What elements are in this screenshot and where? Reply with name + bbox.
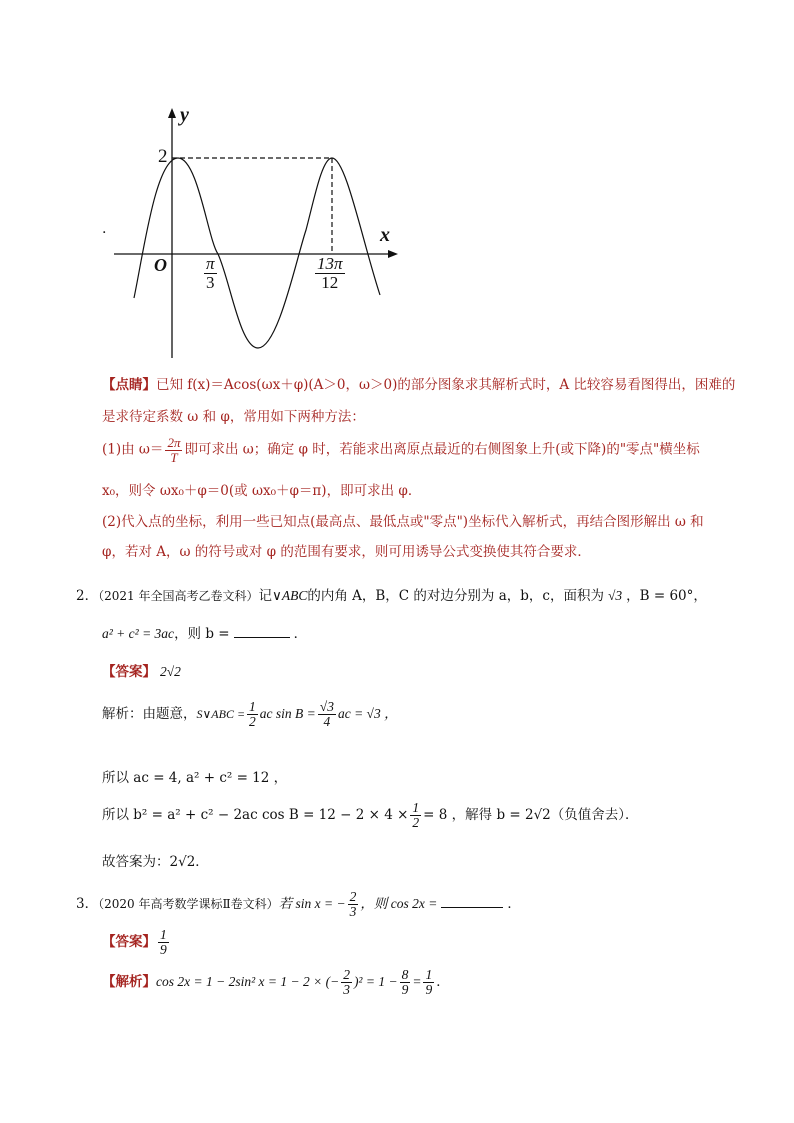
q2-source: （2021 年全国高考乙卷文科） [98,589,259,603]
tip-l3-pre: (1)由 ω＝ [102,441,164,458]
tip-line-5: (2)代入点的坐标，利用一些已知点(最高点、最低点或"零点")坐标代入解析式，再结合图形解出 ω 和 [102,514,704,530]
tick1-numerator: π [206,254,215,273]
tip-line-1 [102,375,742,395]
tip-label: 【点睛】 [102,377,156,393]
tip-line-2: 是求待定系数 ω 和 φ，常用如下两种方法： [102,409,365,425]
tip-frac-num: 2π [167,435,181,450]
q3-s-den-2: 9 [401,982,409,998]
q3-stem-end: ． [507,896,521,913]
q2-area-symbol: S∨ABC = [196,707,246,722]
q2-half-den: 2 [249,714,256,730]
q3-sol-frac-2 [400,968,411,997]
q2-stem-line-2 [102,622,307,642]
peak-value-label: 2 [158,146,168,167]
q2-triangle: ∨ABC [271,588,308,603]
q2-stem-a: 记 [258,588,272,604]
q3-a-num: 1 [160,927,167,942]
q3-sol-frac-1 [341,968,352,997]
tick-pi-over-3 [204,255,217,292]
q3-a-den: 9 [160,942,167,958]
q3-number: 3． [76,896,99,913]
tip-fraction [165,436,182,464]
q3-sol-a: cos 2x = 1 − 2sin² x = 1 − 2 × (− [156,974,340,990]
tip-l3-post: 即可求出 ω；确定 φ 时，若能求出离原点最近的右侧图象上升(或下降)的"零点"横坐标 [184,441,700,458]
q2-root3-fraction [318,700,336,729]
q3-sol-b: )² = 1 − [353,974,398,990]
q3-s-den-3: 9 [425,982,433,998]
q2-answer: 2√2 [160,664,181,679]
origin-label: O [154,255,167,275]
q2-answer-line [102,660,181,680]
q3-solution-line [102,968,450,997]
q2-stem-c: ，B = 60°， [626,588,707,604]
q2-stem-b: 的内角 A，B，C 的对边分别为 a，b，c，面积为 [307,588,604,604]
tick1-denominator: 3 [206,272,215,292]
tick2-denominator: 12 [321,272,339,292]
q3-f-num: 2 [349,889,357,904]
stray-dot: . [102,221,107,237]
tip-line-4: x₀，则令 ωx₀＋φ＝0(或 ωx₀＋φ＝π)，即可求出 φ． [102,483,422,499]
q3-sol-d: ． [436,974,450,991]
q2-ask: ，则 b = [174,626,230,642]
q2-root3-den: 4 [323,714,331,730]
q3-s-num-1: 2 [343,967,350,982]
q2-solution-line-1 [102,700,398,729]
q2-sol-end: ac = √3 ， [337,706,398,722]
q3-stem [76,890,521,919]
q3-s-den-1: 3 [343,982,350,998]
q2-solution-line-3 [102,801,639,830]
y-axis-arrow [168,108,176,118]
q2-sol-mid: ac sin B = [259,706,316,722]
cosine-graph [100,100,410,370]
tip-frac-den: T [170,449,178,465]
q3-sol-frac-3 [423,968,434,997]
q2-so2-fraction [410,801,421,830]
y-axis-label: y [180,104,189,126]
q2-so2-den: 2 [412,815,420,831]
x-axis-label: x [380,224,390,246]
q3-stem-a: 若 sin x = − [278,896,346,912]
q2-answer-blank [234,637,290,638]
q2-half-fraction [247,700,258,729]
q3-answer-label: 【答案】 [102,934,156,951]
q3-answer-line [102,928,171,957]
q2-so2-pre: 所以 b² = a² + c² − 2ac cos B = 12 − 2 × 4 × [102,807,409,824]
q3-stem-fraction [348,890,359,919]
q3-source: （2020 年高考数学课标Ⅱ卷文科） [98,897,279,912]
q2-sqrt3: √3 [607,588,623,603]
tick-13pi-over-12 [315,255,345,292]
tip-line-6: φ，若对 A，ω 的符号或对 φ 的范围有要求，则可用诱导公式变换使其符合要求． [102,544,591,560]
q3-answer-blank [441,907,503,908]
q2-half-num: 1 [249,699,256,714]
tip-line-3 [102,436,700,464]
x-axis-arrow [388,250,398,258]
q3-f-den: 3 [349,904,357,920]
q2-solution-line-2: 所以 ac = 4, a² + c² = 12 ， [102,770,288,786]
cosine-curve [134,158,380,348]
q3-s-num-3: 1 [425,967,433,982]
q3-sol-c: = [412,974,422,990]
q2-condition: a² + c² = 3ac [102,626,175,641]
q2-root3-num: √3 [319,699,334,714]
q3-solution-label: 【解析】 [102,974,156,991]
q2-so2-post: = 8 ，解得 b = 2√2（负值舍去）． [423,807,639,824]
tip-text-1: 已知 f(x)＝Acos(ωx＋φ)(A＞0，ω＞0)的部分图象求其解析式时，A 比较容易看图得出，困难的 [156,377,736,393]
q3-answer-fraction [158,928,169,957]
q3-stem-b: ，则 cos 2x = [360,896,438,912]
q2-stem-line-1 [76,584,707,604]
q2-final-answer: 故答案为：2√2． [102,854,209,870]
q2-solution-label: 解析：由题意， [102,706,197,723]
q2-answer-label: 【答案】 [102,664,156,680]
tick2-numerator: 13π [317,254,343,273]
q2-number: 2． [76,588,99,604]
q3-s-num-2: 8 [401,967,409,982]
q2-stem-end: ． [293,626,308,642]
q2-so2-num: 1 [412,800,420,815]
